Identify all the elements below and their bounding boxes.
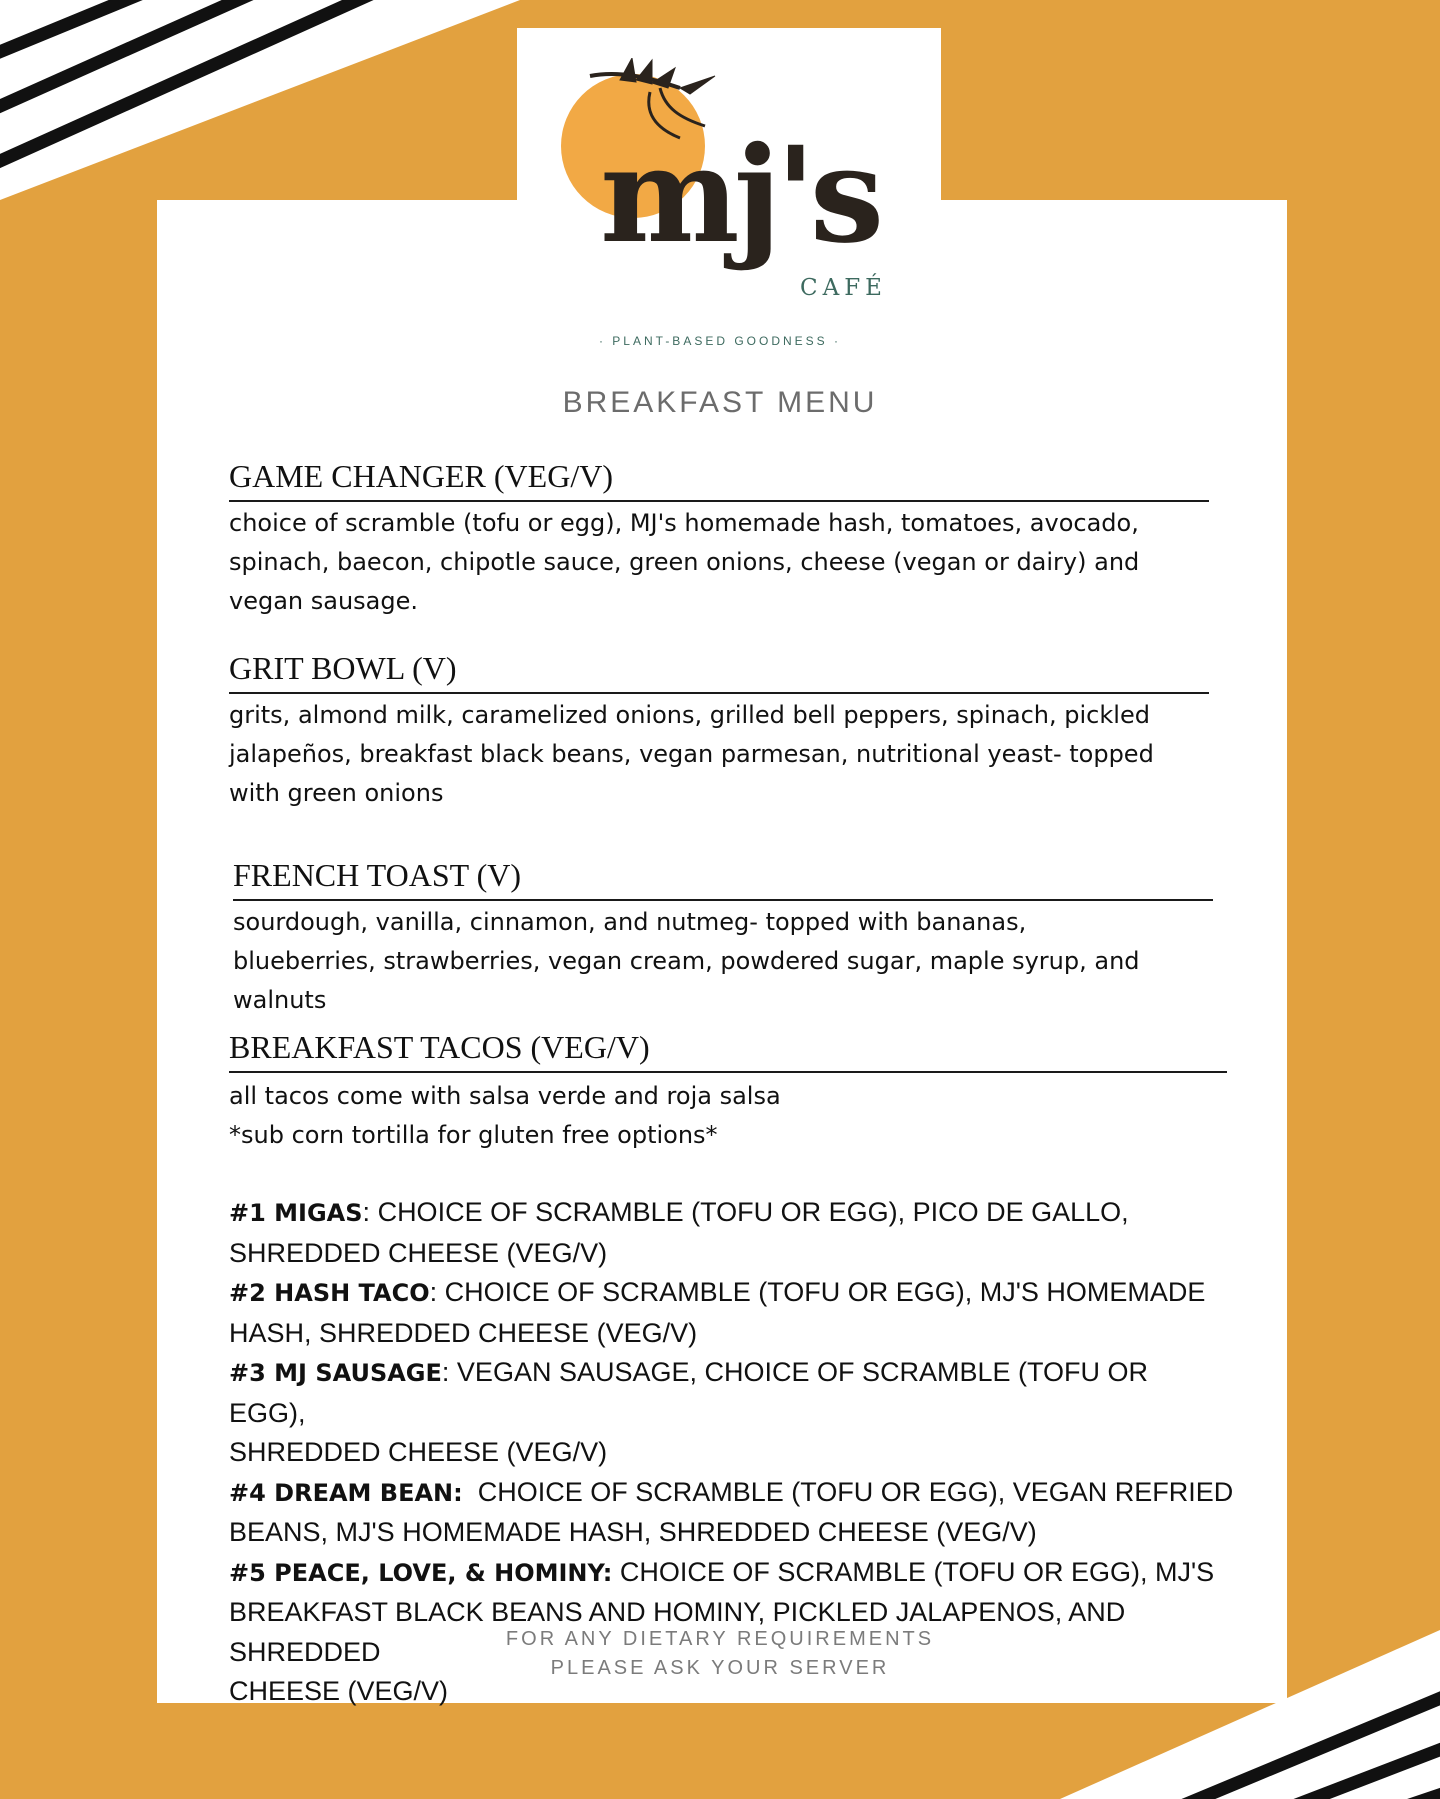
taco-item-migas: #1 MIGAS: CHOICE OF SCRAMBLE (TOFU OR EGG), PICO DE GALLO,: [229, 1197, 1129, 1227]
section-line: walnuts: [233, 986, 327, 1014]
section-line: sourdough, vanilla, cinnamon, and nutmeg- topped with bananas,: [233, 908, 1027, 936]
taco-item-dream-bean: [229, 1473, 1234, 1514]
taco-desc-line: CHEESE (VEG/V): [229, 1676, 449, 1706]
footer-line: PLEASE ASK YOUR SERVER: [550, 1657, 890, 1679]
section-line: jalapeños, breakfast black beans, vegan parmesan, nutritional yeast- topped: [229, 740, 1154, 768]
taco-desc-line: SHREDDED CHEESE (VEG/V): [229, 1237, 608, 1268]
section-line: blueberries, strawberries, vegan cream, powdered sugar, maple syrup, and: [233, 947, 1140, 975]
section-title: BREAKFAST TACOS (VEG/V): [229, 1027, 1227, 1073]
section-title: GRIT BOWL (V): [229, 648, 1209, 694]
taco-desc: VEGAN SAUSAGE, CHOICE OF SCRAMBLE (TOFU OR EGG),: [229, 1357, 1149, 1428]
logo-wordmark: mj's: [600, 118, 879, 273]
menu-section-breakfast-tacos: [229, 1027, 1227, 1155]
menu-title: BREAKFAST MENU: [562, 386, 878, 419]
section-line: choice of scramble (tofu or egg), MJ's homemade hash, tomatoes, avocado,: [229, 509, 1139, 537]
taco-item-hash-taco: #2 HASH TACO: CHOICE OF SCRAMBLE (TOFU OR EGG), MJ'S HOMEMADE: [229, 1277, 1206, 1307]
taco-desc-line: SHREDDED CHEESE (VEG/V): [229, 1437, 608, 1467]
section-line: all tacos come with salsa verde and roja salsa: [229, 1082, 781, 1110]
section-title: FRENCH TOAST (V): [233, 855, 1213, 901]
taco-desc-line: HASH, SHREDDED CHEESE (VEG/V): [229, 1317, 698, 1348]
logo-tagline: · PLANT-BASED GOODNESS ·: [598, 334, 842, 348]
taco-name: #1 MIGAS: [229, 1199, 363, 1227]
menu-section-french-toast: [233, 855, 1213, 1020]
taco-desc: CHOICE OF SCRAMBLE (TOFU OR EGG), MJ'S HOMEMADE: [437, 1277, 1206, 1307]
section-line: with green onions: [229, 779, 444, 807]
footer-line: FOR ANY DIETARY REQUIREMENTS: [505, 1628, 935, 1650]
menu-section-grit-bowl: [229, 648, 1209, 813]
section-line: grits, almond milk, caramelized onions, grilled bell peppers, spinach, pickled: [229, 701, 1150, 729]
taco-name: #4 DREAM BEAN:: [229, 1478, 463, 1507]
taco-item-mj-sausage: #3 MJ SAUSAGE: VEGAN SAUSAGE, CHOICE OF SCRAMBLE (TOFU OR EGG),: [229, 1357, 1149, 1428]
taco-item-peace-love-hominy: [229, 1553, 1229, 1594]
taco-name: #3 MJ SAUSAGE: [229, 1359, 442, 1387]
section-title: GAME CHANGER (VEG/V): [229, 456, 1209, 502]
section-line: spinach, baecon, chipotle sauce, green onions, cheese (vegan or dairy) and: [229, 548, 1140, 576]
section-line: vegan sausage.: [229, 587, 419, 615]
taco-desc: CHOICE OF SCRAMBLE (TOFU OR EGG), PICO DE GALLO,: [370, 1197, 1129, 1227]
taco-desc-line: BREAKFAST BLACK BEANS AND HOMINY, PICKLED JALAPENOS, AND SHREDDED: [229, 1597, 1126, 1667]
section-line: *sub corn tortilla for gluten free options*: [229, 1121, 718, 1149]
taco-desc-line: BEANS, MJ'S HOMEMADE HASH, SHREDDED CHEESE (VEG/V): [229, 1517, 1037, 1547]
taco-desc: CHOICE OF SCRAMBLE (TOFU OR EGG), MJ'S: [612, 1556, 1215, 1587]
menu-section-game-changer: [229, 456, 1209, 621]
taco-name: #2 HASH TACO: [229, 1279, 430, 1307]
footer-note: [0, 1625, 1440, 1683]
logo-cafe-label: CAFÉ: [800, 275, 887, 301]
taco-desc: CHOICE OF SCRAMBLE (TOFU OR EGG), VEGAN REFRIED: [462, 1476, 1234, 1507]
taco-name: #5 PEACE, LOVE, & HOMINY:: [229, 1558, 613, 1587]
